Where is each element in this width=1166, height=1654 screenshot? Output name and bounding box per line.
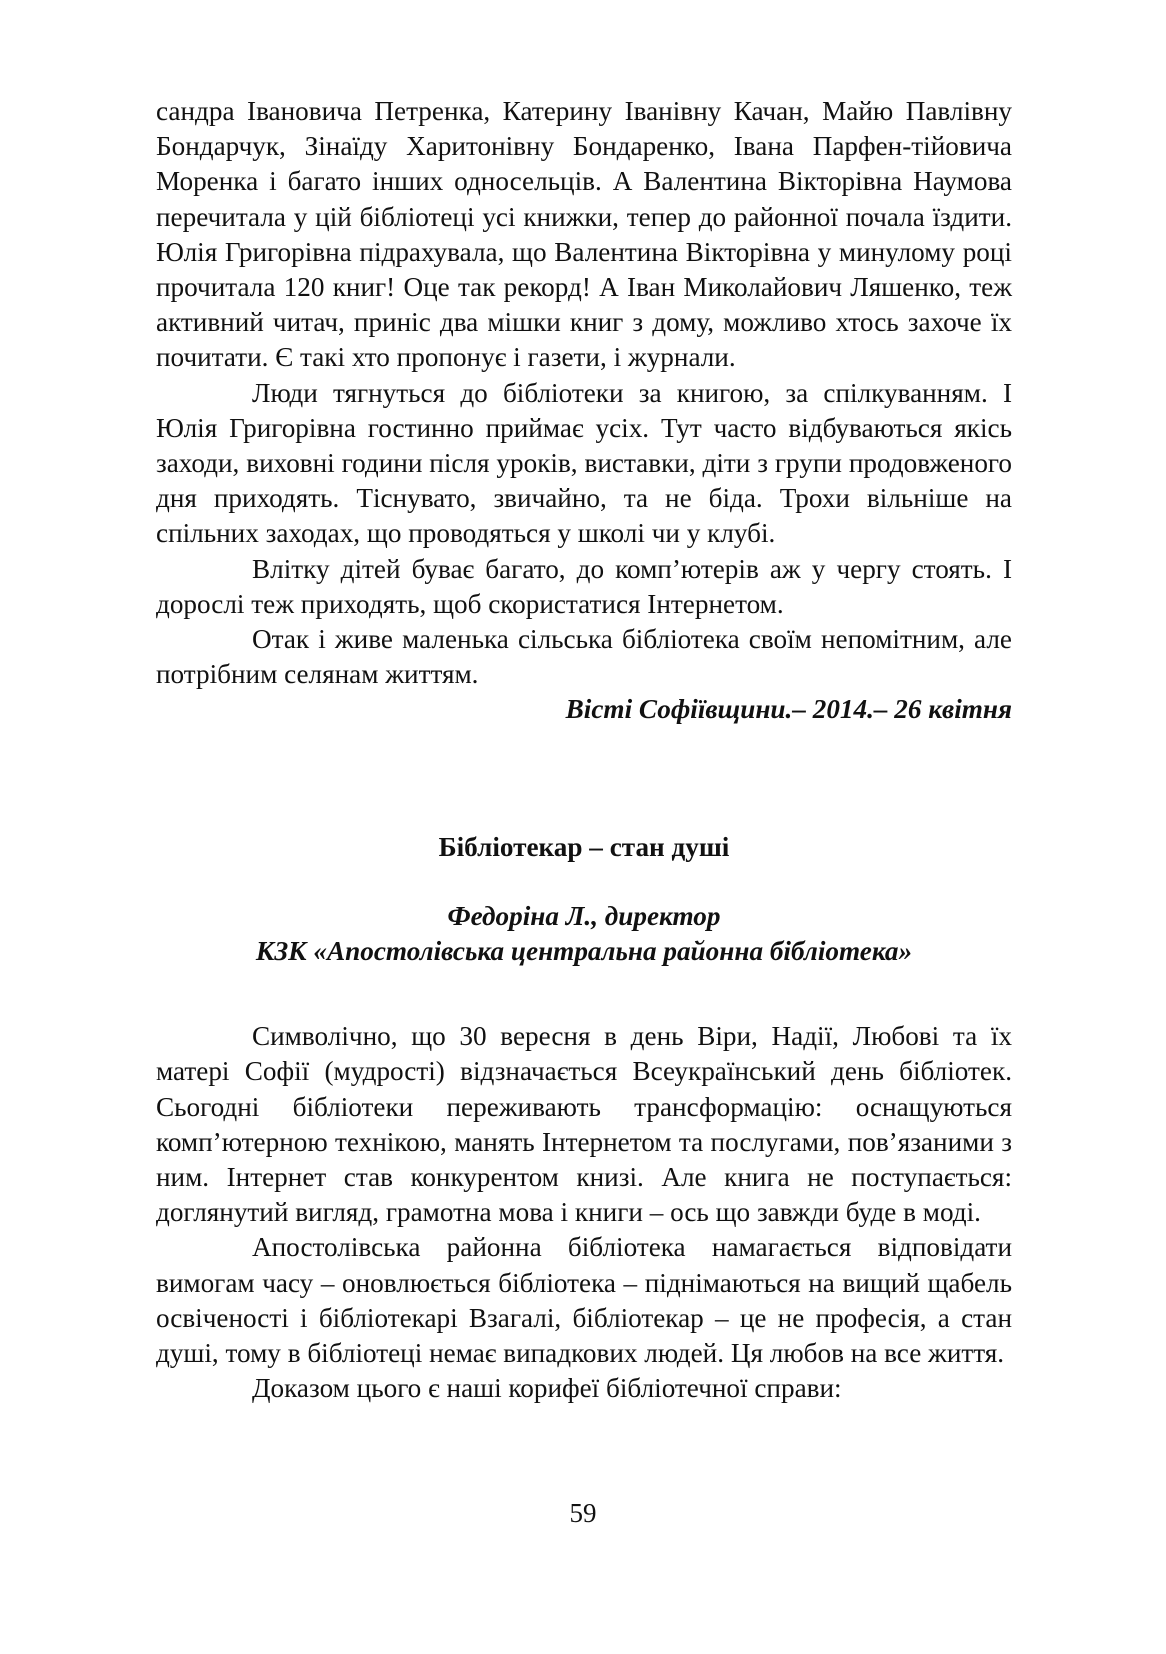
article2-title: Бібліотекар – стан душі (438, 831, 730, 862)
article2-author: Федоріна Л., директор (447, 900, 721, 931)
page-number: 59 (569, 1498, 597, 1528)
article1-paragraph-4: Отак і живе маленька сільська бібліотека своїм непомітним, але потрібним селянам життям. (156, 624, 1012, 690)
article2-author-block (156, 899, 1012, 969)
article1-paragraph-1: сандра Івановича Петренка, Катерину Іванівну Качан, Майю Павлівну Бондарчук, Зінаїду Харитонівну Бондаренко, Івана Парфен-тійовича Моренка і багато інших односельців. А Валентина Вікторівна Наумова перечитала у цій бібліотеці усі книжки, тепер до районної почала їздити. Юлія Григорівна підрахувала, що Валентина Вікторівна у минулому році прочитала 120 книг! Оце так рекорд! А Іван Миколайович Ляшенко, теж активний читач, приніс два мішки книг з дому, можливо хтось захоче їх почитати. Є такі хто пропонує і газети, і журнали. (156, 96, 1012, 373)
article1-source: Вісті Софіївщини.– 2014.– 26 квітня (565, 694, 1012, 725)
article2-paragraph-3: Доказом цього є наші корифеї бібліотечної справи: (252, 1373, 842, 1404)
page-body (156, 94, 1012, 1407)
article1-paragraph-3: Влітку дітей буває багато, до комп’ютерів аж у чергу стоять. І дорослі теж приходять, щоб скористатися Інтернетом. (156, 553, 1012, 619)
article2-organization: КЗК «Апостолівська центральна районна бібліотека» (255, 936, 913, 967)
article1-paragraph-2: Люди тягнуться до бібліотеки за книгою, за спілкуванням. І Юлія Григорівна гостинно приймає усіх. Тут часто відбуваються якісь заходи, виховні години після уроків, виставки, діти з групи продовженого дня приходять. Тіснувато, звичайно, та не біда. Трохи вільніше на спільних заходах, що проводяться у школі чи у клубі. (156, 377, 1012, 549)
article2-paragraph-1: Символічно, що 30 вересня в день Віри, Надії, Любові та їх матері Софії (мудрості) відзначається Всеукраїнський день бібліотек. Сьогодні бібліотеки переживають трансформацію: оснащуються комп’ютерною технікою, манять Інтернетом та послугами, пов’язаними з ним. Інтернет став конкурентом книзі. Але книга не поступається: доглянутий вигляд, грамотна мова і книги – ось що завжди буде в моді. (156, 1021, 1012, 1228)
article2-paragraph-2: Апостолівська районна бібліотека намагається відповідати вимогам часу – оновлюється бібліотека – піднімаються на вищий щабель освіченості і бібліотекарі Взагалі, бібліотекар – це не професія, а стан душі, тому в бібліотеці немає випадкових людей. Ця любов на все життя. (156, 1232, 1012, 1369)
article2-body (156, 1019, 1012, 1406)
